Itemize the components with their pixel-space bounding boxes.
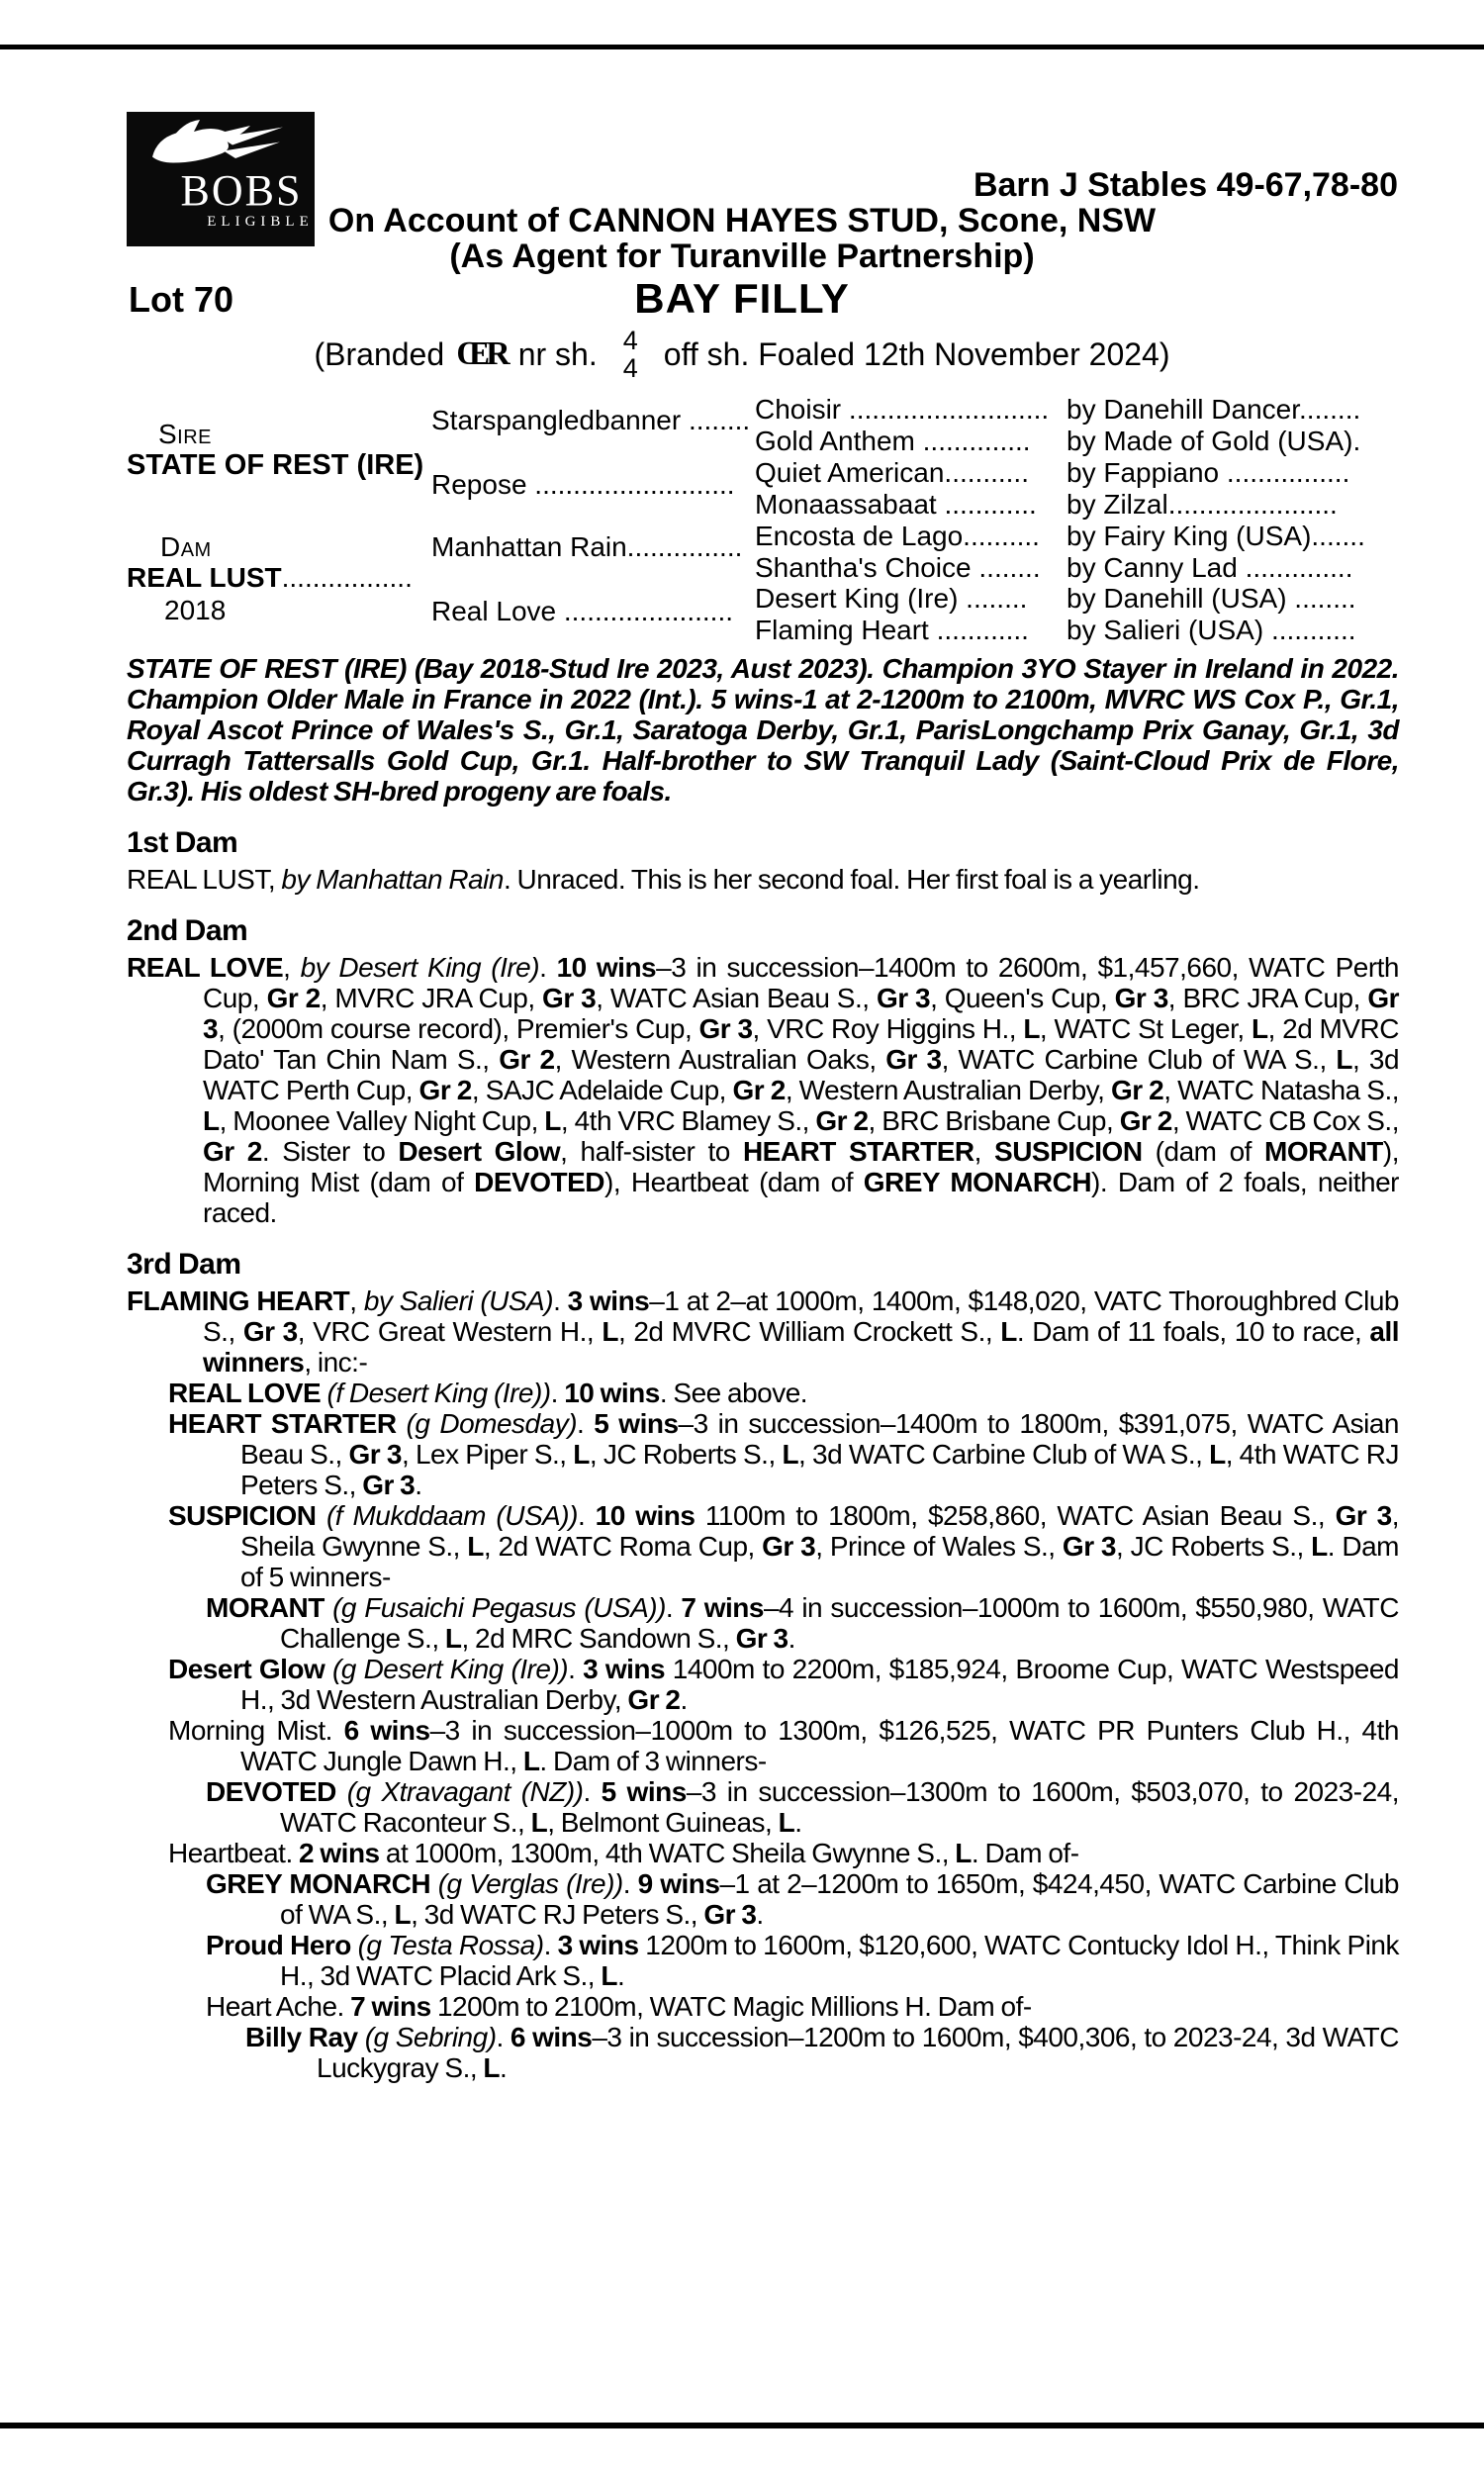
pedigree-text (127, 653, 1399, 2083)
pedigree-entry: SUSPICION (f Mukddaam (USA)). 10 wins 1100m to 1800m, $258,860, WATC Asian Beau S., Gr 3, Sheila Gwynne S., L, 2d WATC Roma Cup, Gr 3, Prince of Wales S., Gr 3, JC Roberts S., L. Dam of 5 winners- (168, 1500, 1400, 1592)
pedigree-entry: REAL LOVE (f Desert King (Ire)). 10 wins. See above. (168, 1378, 808, 1408)
pedigree-entry: Desert Glow (g Desert King (Ire)). 3 wins 1400m to 2200m, $185,924, Broome Cup, WATC Westspeed H., 3d Western Australian Derby, Gr 2. (168, 1654, 1400, 1715)
pedigree-entry: Morning Mist. 6 wins–3 in succession–1000m to 1300m, $126,525, WATC PR Punters Club H., 4th WATC Jungle Dawn H., L. Dam of 3 winners- (168, 1715, 1399, 1776)
gen2-ancestor: Real Love ...................... (431, 596, 734, 626)
pedigree-entry: Heart Ache. 7 wins 1200m to 2100m, WATC Magic Millions H. Dam of- (206, 1991, 1032, 2022)
bottom-rule (0, 2423, 1484, 2428)
gen2-ancestor: Starspangledbanner ........ (431, 405, 751, 435)
gen3-ancestor-sire: by Fappiano ................ (1067, 457, 1350, 488)
pedigree-entry: Billy Ray (g Sebring). 6 wins–3 in succession–1200m to 1600m, $400,306, to 2023-24, 3d WATC Luckygray S., L. (245, 2022, 1399, 2083)
pedigree-entry: MORANT (g Fusaichi Pegasus (USA)). 7 wins–4 in succession–1000m to 1600m, $550,980, WATC Challenge S., L, 2d MRC Sandown S., Gr 3. (206, 1592, 1399, 1654)
gen3-ancestor: Gold Anthem .............. (755, 426, 1031, 456)
pedigree-entry: DEVOTED (g Xtravagant (NZ)). 5 wins–3 in succession–1300m to 1600m, $503,070, to 2023-24, WATC Raconteur S., L, Belmont Guineas, L. (206, 1776, 1399, 1838)
gen3-ancestor: Flaming Heart ............ (755, 615, 1029, 645)
gen3-ancestor-sire: by Salieri (USA) ........... (1067, 615, 1356, 645)
pedigree-entry: Heartbeat. 2 wins at 1000m, 1300m, 4th WATC Sheila Gwynne S., L. Dam of- (168, 1838, 1079, 1868)
vendor-account-line: On Account of CANNON HAYES STUD, Scone, NSW (327, 202, 1157, 239)
gen3-ancestor-sire: by Zilzal...................... (1067, 489, 1338, 520)
gen3-ancestor: Encosta de Lago.......... (755, 521, 1040, 551)
dam-name: REAL LUST................. (127, 562, 413, 593)
brand-foaling-line (0, 327, 1484, 382)
branded-prefix: (Branded (314, 335, 445, 372)
pedigree-entry: GREY MONARCH (g Verglas (Ire)). 9 wins–1 at 2–1200m to 1650m, $424,450, WATC Carbine Club of WA S., L, 3d WATC RJ Peters S., Gr 3. (206, 1868, 1399, 1930)
gen3-ancestor-sire: by Made of Gold (USA). (1067, 426, 1361, 456)
top-rule (0, 45, 1484, 49)
gen3-ancestor: Shantha's Choice ........ (755, 552, 1041, 583)
agent-line: (As Agent for Turanville Partnership) (449, 238, 1035, 275)
gen3-ancestor-sire: by Danehill Dancer........ (1067, 394, 1361, 425)
dam-section-heading: 3rd Dam (127, 1248, 241, 1281)
foaled-date: off sh. Foaled 12th November 2024) (663, 335, 1170, 372)
horse-description-title: BAY FILLY (634, 275, 850, 322)
dam-section-heading: 1st Dam (127, 826, 238, 859)
lot-number: Lot 70 (129, 279, 234, 320)
gen3-ancestor: Quiet American........... (755, 457, 1029, 488)
barn-stables-line: Barn J Stables 49-67,78-80 (973, 166, 1398, 204)
gen2-ancestor: Manhattan Rain............... (431, 531, 743, 562)
near-side-label: nr sh. (517, 335, 598, 372)
pedigree-entry: REAL LUST, by Manhattan Rain. Unraced. This is her second foal. Her first foal is a yearling. (127, 864, 1200, 895)
pedigree-entry: Proud Hero (g Testa Rossa). 3 wins 1200m to 1600m, $120,600, WATC Contucky Idol H., Think Pink H., 3d WATC Placid Ark S., L. (206, 1930, 1399, 1991)
dam-label: Dam (160, 531, 212, 562)
horse-head-icon (146, 118, 295, 169)
sire-label: Sire (158, 419, 213, 449)
brand-glyph: ŒR (456, 335, 507, 372)
pedigree-entry: REAL LOVE, by Desert King (Ire). 10 wins–3 in succession–1400m to 2600m, $1,457,660, WATC Perth Cup, Gr 2, MVRC JRA Cup, Gr 3, WATC Asian Beau S., Gr 3, Queen's Cup, Gr 3, BRC JRA Cup, Gr 3, (2000m course record), Premier's Cup, Gr 3, VRC Roy Higgins H., L, WATC St Leger, L, 2d MVRC Dato' Tan Chin Nam S., Gr 2, Western Australian Oaks, Gr 3, WATC Carbine Club of WA S., L, 3d WATC Perth Cup, Gr 2, SAJC Adelaide Cup, Gr 2, Western Australian Derby, Gr 2, WATC Natasha S., L, Moonee Valley Night Cup, L, 4th VRC Blamey S., Gr 2, BRC Brisbane Cup, Gr 2, WATC CB Cox S., Gr 2. Sister to Desert Glow, half-sister to HEART STARTER, SUSPICION (dam of MORANT), Morning Mist (dam of DEVOTED), Heartbeat (dam of GREY MONARCH). Dam of 2 foals, neither raced. (127, 952, 1400, 1228)
gen3-ancestor-sire: by Canny Lad .............. (1067, 552, 1353, 583)
gen3-ancestor-sire: by Fairy King (USA)....... (1067, 521, 1365, 551)
pedigree-entry: FLAMING HEART, by Salieri (USA). 3 wins–1 at 2–at 1000m, 1400m, $148,020, VATC Thoroughbred Club S., Gr 3, VRC Great Western H., L, 2d MVRC William Crockett S., L. Dam of 11 foals, 10 to race, all winners, inc:- (127, 1285, 1400, 1378)
pedigree-table (127, 392, 1403, 649)
gen3-ancestor: Choisir .......................... (755, 394, 1050, 425)
dam-section-heading: 2nd Dam (127, 914, 248, 947)
sire-summary-paragraph: STATE OF REST (IRE) (Bay 2018-Stud Ire 2023, Aust 2023). Champion 3YO Stayer in Ireland in 2022. Champion Older Male in France in 2022 (Int.). 5 wins-1 at 2-1200m to 2100m, MVRC WS Cox P., Gr.1, Royal Ascot Prince of Wales's S., Gr.1, Saratoga Derby, Gr.1, ParisLongchamp Prix Ganay, Gr.1, 3d Curragh Tattersalls Gold Cup, Gr.1. Half-brother to SW Tranquil Lady (Saint-Cloud Prix de Flore, Gr.3). His oldest SH-bred progeny are foals. (127, 653, 1399, 807)
logo-subword: ELIGIBLE (207, 214, 314, 230)
pedigree-entry: HEART STARTER (g Domesday). 5 wins–3 in succession–1400m to 1800m, $391,075, WATC Asian Beau S., Gr 3, Lex Piper S., L, JC Roberts S., L, 3d WATC Carbine Club of WA S., L, 4th WATC RJ Peters S., Gr 3. (168, 1408, 1400, 1500)
dam-foaling-year: 2018 (164, 595, 227, 625)
brand-number-fraction: 4 4 (622, 326, 638, 383)
gen3-ancestor: Monaassabaat ............ (755, 489, 1037, 520)
gen2-ancestor: Repose .......................... (431, 469, 735, 500)
gen3-ancestor-sire: by Danehill (USA) ........ (1067, 583, 1356, 614)
sire-name: STATE OF REST (IRE) (127, 449, 424, 481)
logo-word: BOBS (180, 166, 303, 215)
gen3-ancestor: Desert King (Ire) ........ (755, 583, 1028, 614)
